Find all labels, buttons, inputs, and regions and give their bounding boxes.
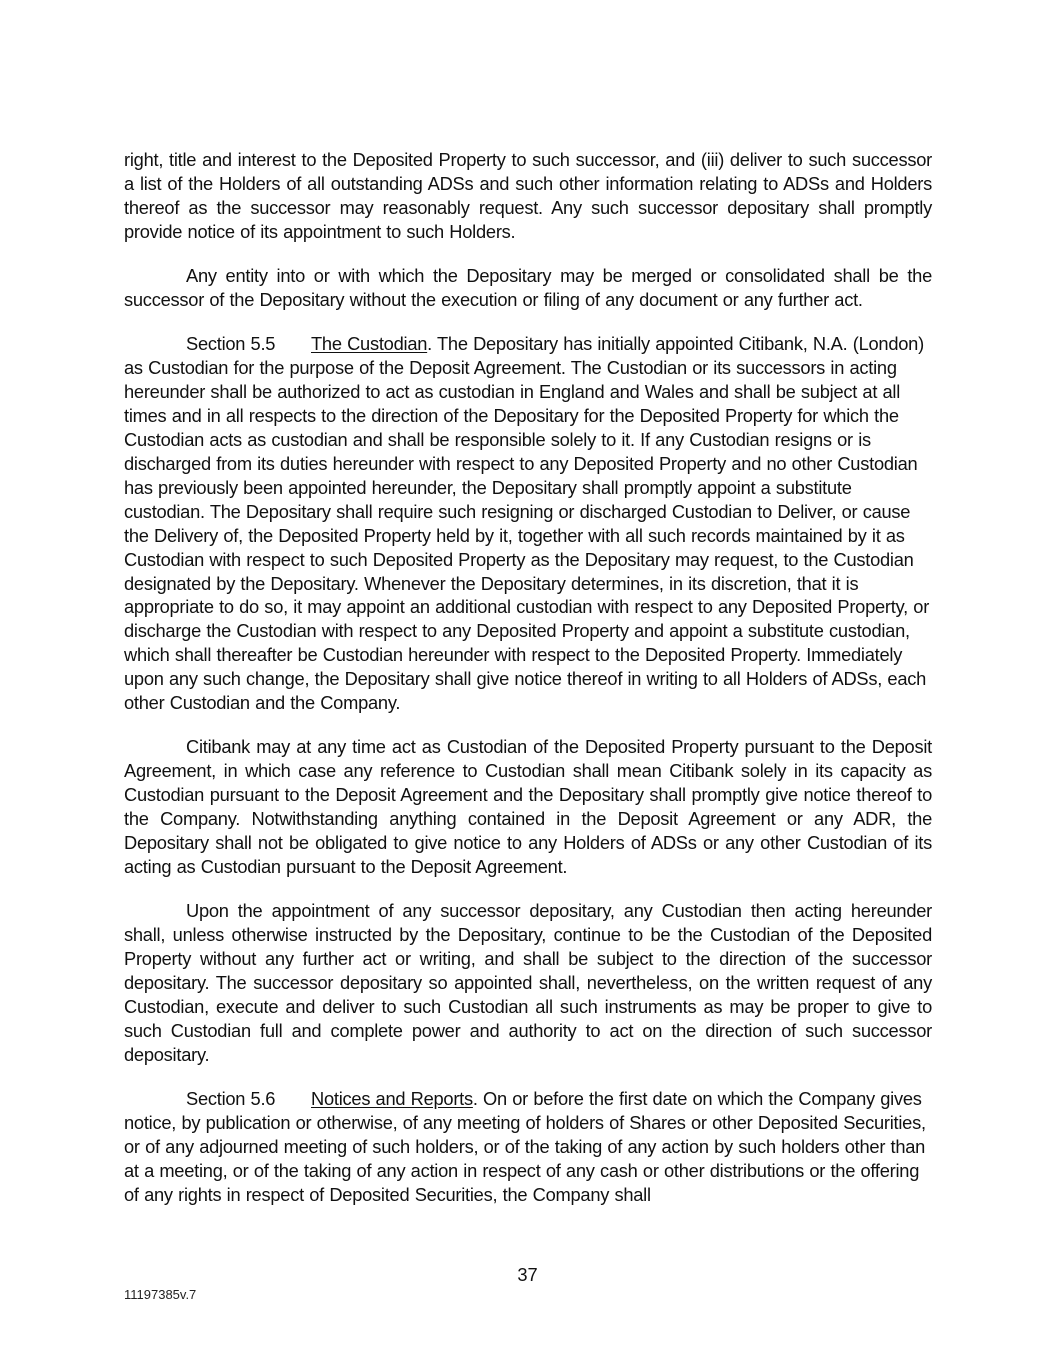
section-5-5-custodian — [124, 332, 932, 715]
section-number: Section 5.6 — [186, 1088, 276, 1110]
section-5-6-notices — [124, 1087, 932, 1207]
paragraph-merger-successor: Any entity into or with which the Depositary may be merged or consolidated shall be the successor of the Depositary without the execution or filing of any document or any further act. — [124, 265, 932, 311]
paragraph-citibank-custodian: Citibank may at any time act as Custodian of the Deposited Property pursuant to the Deposit Agreement, in which case any reference to Custodian shall mean Citibank solely in its capacity as Custodian pursuant to the Deposit Agreement and the Depositary shall promptly give notice thereof to the Company. Notwithstanding anything contained in the Deposit Agreement or any ADR, the Depositary shall not be obligated to give notice to any Holders of ADSs or any other Custodian of its acting as Custodian pursuant to the Deposit Agreement. — [124, 736, 932, 877]
document-id: 11197385v.7 — [124, 1287, 197, 1302]
section-number: Section 5.5 — [186, 333, 276, 355]
paragraph-successor-delivery: right, title and interest to the Deposited Property to such successor, and (iii) deliver to such successor a list of the Holders of all outstanding ADSs and such other information relating to ADSs and Holders thereof as the successor may reasonably request. Any such successor depositary shall promptly provide notice of its appointment to such Holders. — [124, 149, 932, 242]
section-heading: The Custodian — [311, 333, 428, 355]
section-heading: Notices and Reports — [311, 1088, 473, 1110]
section-body: . On or before the first date on which the Company gives notice, by publication or otherwise, of any meeting of holders of Shares or other Deposited Securities, or of any adjourned meeting of such holders, or of the taking of any action by such holders other than at a meeting, or of the taking of any action in respect of any cash or other distributions or the offering of any rights in respect of Deposited Securities, the Company shall — [124, 1088, 926, 1205]
document-page — [124, 148, 932, 1227]
section-body: . The Depositary has initially appointed Citibank, N.A. (London) as Custodian for the purpose of the Deposit Agreement. The Custodian or its successors in acting hereunder shall be authorized to act as custodian in England and Wales and shall be subject at all times and in all respects to the direction of the Depositary for the Deposited Property for which the Custodian acts as custodian and shall be responsible solely to it. If any Custodian resigns or is discharged from its duties hereunder with respect to any Deposited Property and no other Custodian has previously been appointed hereunder, the Depositary shall promptly appoint a substitute custodian. The Depositary shall require such resigning or discharged Custodian to Deliver, or cause the Delivery of, the Deposited Property held by it, together with all such records maintained by it as Custodian with respect to such Deposited Property as the Depositary may request, to the Custodian designated by the Depositary. Whenever the Depositary determines, in its discretion, that it is appropriate to do so, it may appoint an additional custodian with respect to any Deposited Property, or discharge the Custodian with respect to any Deposited Property and appoint a substitute custodian, which shall thereafter be Custodian hereunder with respect to the Deposited Property. Immediately upon any such change, the Depositary shall give notice thereof in writing to all Holders of ADSs, each other Custodian and the Company. — [124, 333, 930, 714]
page-number: 37 — [517, 1264, 538, 1285]
paragraph-successor-appointment: Upon the appointment of any successor depositary, any Custodian then acting hereunder shall, unless otherwise instructed by the Depositary, continue to be the Custodian of the Deposited Property without any further act or writing, and shall be subject to the direction of the successor depositary. The successor depositary so appointed shall, nevertheless, on the written request of any Custodian, execute and deliver to such Custodian all such instruments as may be proper to give to such Custodian full and complete power and authority to act on the direction of such successor depositary. — [124, 900, 932, 1065]
